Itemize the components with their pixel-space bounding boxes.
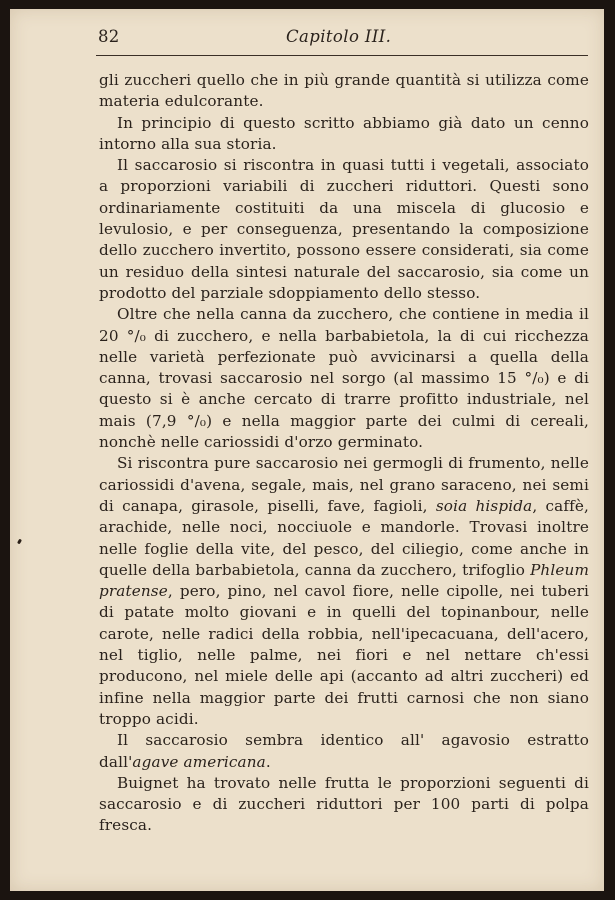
book-page (10, 9, 604, 891)
text-segment: Buignet ha trovato nelle frutta le proporzioni seguenti di saccarosio e di zuccheri riduttori per 100 parti di polpa fresca. (99, 773, 589, 835)
paragraph (99, 113, 589, 156)
text-segment: Si riscontra pure saccarosio nei germogli di frumento, nelle cariossidi d'avena, segale, mais, nel grano saraceno, nei semi di canapa, girasole, piselli, fave, fagioli, (99, 454, 589, 515)
ink-speck (17, 539, 22, 545)
text-segment: In principio di questo scritto abbiamo già dato un cenno intorno alla sua storia. (99, 113, 589, 153)
text-segment: gli zuccheri quello che in più grande quantità si utilizza come materia edulcorante. (99, 71, 589, 111)
text-segment: Il saccarosio si riscontra in quasi tutti i vegetali, associato a proporzioni variabili di zuccheri riduttori. Questi sono ordinariamente costituiti da una miscela di glucosio e levulosio, e per conseguenza, presentando la composizione dello zucchero invertito, possono essere considerati, sia come un residuo della sintesi naturale del saccarosio, sia come un prodotto del parziale sdoppiamento dello stesso. (99, 156, 589, 302)
paragraph (99, 304, 589, 453)
page-number: 82 (98, 27, 120, 46)
italic-text-segment: soia hispida (435, 496, 533, 515)
paragraph (99, 773, 589, 837)
text-segment: . (265, 752, 271, 771)
text-segment: , pero, pino, nel cavol fiore, nelle cipolle, nei tuberi di patate molto giovani e in quelli del topinanbour, nelle carote, nelle radici della robbia, nell'ipecacuana, dell'acero, nel tiglio, nelle palme, nei fiori e nel nettare ch'essi producono, nel miele delle api (accanto ad altri zuccheri) ed infine nella maggior parte dei frutti carnosi che non siano troppo acidi. (99, 582, 589, 728)
paragraph (99, 155, 589, 304)
text-segment: , caffè, arachide, nelle noci, nocciuole e mandorle. Trovasi inoltre nelle foglie della vite, del pesco, del ciliegio, come anche in quelle della barbabietola, canna da zucchero, trifoglio (99, 496, 589, 579)
running-head: Capitolo III. (286, 27, 392, 46)
text-segment: Il saccarosio sembra identico all' agavosio estratto dall' (99, 731, 589, 771)
paragraph (99, 730, 589, 773)
page-header (98, 27, 582, 51)
paragraph (99, 70, 589, 113)
header-rule (96, 55, 588, 56)
body-text (99, 70, 589, 837)
italic-text-segment: agave americana (132, 752, 266, 771)
paragraph (99, 453, 589, 730)
text-segment: Oltre che nella canna da zucchero, che contiene in media il 20 °/₀ di zucchero, e nella barbabietola, la di cui ricchezza nelle varietà perfezionate può avvicinarsi a quella della canna, trovasi saccarosio nel sorgo (al massimo 15 °/₀) e di questo si è anche cercato di trarre profitto industriale, nel mais (7,9 °/₀) e nella maggior parte dei culmi di cereali, nonchè nelle cariossidi d'orzo germinato. (99, 305, 589, 452)
italic-text-segment: Phleum pratense (99, 560, 589, 601)
